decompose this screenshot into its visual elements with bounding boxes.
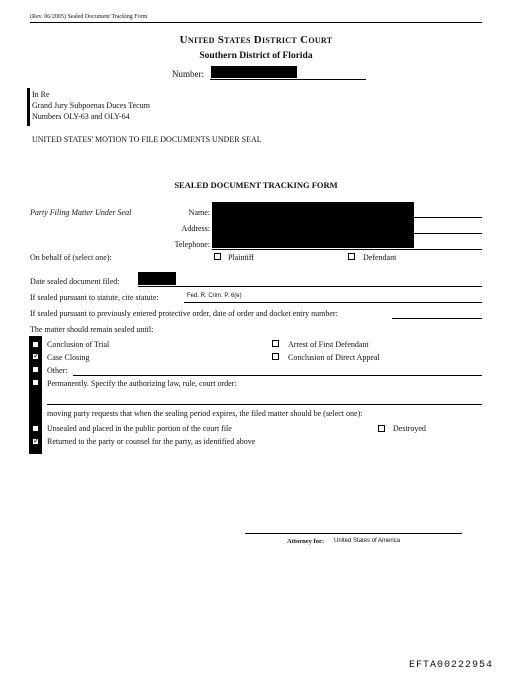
party-heading: Party Filing Matter Under Seal bbox=[30, 208, 132, 217]
arrest-label: Arrest of First Defendant bbox=[288, 340, 369, 349]
redaction-case-number bbox=[211, 66, 297, 78]
caption-line-3: Numbers OLY-63 and OLY-64 bbox=[32, 112, 130, 121]
returned-label: Returned to the party or counsel for the party, as identified above bbox=[47, 437, 256, 446]
signature-line[interactable] bbox=[245, 533, 462, 534]
caption-line-2: Grand Jury Subpoenas Duces Tecum bbox=[32, 101, 150, 110]
unsealed-checkbox[interactable] bbox=[32, 425, 39, 432]
number-label: Number: bbox=[172, 69, 204, 79]
caption-bar bbox=[27, 88, 30, 126]
statute-field[interactable] bbox=[184, 302, 482, 303]
redaction-date-filed bbox=[138, 272, 176, 285]
permanently-label: Permanently. Specify the authorizing law, rule, court order: bbox=[47, 379, 237, 388]
permanently-checkbox[interactable] bbox=[32, 379, 39, 386]
court-title: United States District Court bbox=[179, 34, 333, 46]
expiry-label: moving party requests that when the sealing period expires, the filed matter should be (select one): bbox=[47, 409, 363, 418]
plaintiff-label: Plaintiff bbox=[228, 253, 255, 262]
form-revision: (Rev. 06/2005) Sealed Document Tracking Form bbox=[30, 14, 148, 20]
on-behalf-label: On behalf of (select one): bbox=[30, 253, 112, 262]
plaintiff-checkbox[interactable] bbox=[214, 253, 221, 260]
date-filed-label: Date sealed document filed: bbox=[30, 277, 120, 286]
case-closing-label: Case Closing bbox=[47, 353, 90, 362]
other-label: Other: bbox=[47, 366, 68, 375]
protective-order-label: If sealed pursuant to previously entered protective order, date of order and docket entry number: bbox=[30, 309, 338, 318]
caption-line-1: In Re bbox=[32, 90, 50, 99]
unsealed-label: Unsealed and placed in the public portion of the court file bbox=[47, 424, 232, 433]
destroyed-checkbox[interactable] bbox=[378, 425, 385, 432]
attorney-label: Attorney for: bbox=[287, 538, 324, 545]
destroyed-label: Destroyed bbox=[393, 424, 426, 433]
conclusion-trial-checkbox[interactable] bbox=[32, 341, 39, 348]
arrest-checkbox[interactable] bbox=[272, 340, 279, 347]
returned-checkbox[interactable] bbox=[32, 438, 39, 445]
form-title: SEALED DOCUMENT TRACKING FORM bbox=[174, 180, 338, 190]
appeal-label: Conclusion of Direct Appeal bbox=[288, 353, 380, 362]
protective-order-field[interactable] bbox=[392, 318, 482, 319]
appeal-checkbox[interactable] bbox=[272, 353, 279, 360]
case-number-field[interactable] bbox=[210, 79, 366, 80]
document-id: EFTA00222954 bbox=[409, 660, 494, 671]
attorney-value: United States of America bbox=[334, 538, 401, 544]
redaction-party-info bbox=[212, 202, 414, 248]
telephone-field[interactable] bbox=[212, 249, 482, 250]
date-filed-field[interactable] bbox=[138, 286, 482, 287]
statute-value: Fed. R. Crim. P. 6(e) bbox=[187, 293, 242, 299]
remain-sealed-label: The matter should remain sealed until: bbox=[30, 325, 154, 334]
header-rule bbox=[30, 22, 482, 23]
other-field[interactable] bbox=[73, 375, 482, 376]
district-name: Southern District of Florida bbox=[199, 51, 313, 61]
defendant-checkbox[interactable] bbox=[348, 253, 355, 260]
case-closing-checkbox[interactable] bbox=[32, 353, 39, 360]
defendant-label: Defendant bbox=[363, 253, 397, 262]
statute-label: If sealed pursuant to statute, cite statute: bbox=[30, 293, 159, 302]
conclusion-trial-label: Conclusion of Trial bbox=[47, 340, 110, 349]
name-label: Name: bbox=[188, 208, 210, 217]
motion-title: UNITED STATES' MOTION TO FILE DOCUMENTS UNDER SEAL bbox=[32, 135, 262, 144]
telephone-label: Telephone: bbox=[174, 240, 210, 249]
address-label: Address: bbox=[181, 224, 210, 233]
authorizing-law-field[interactable] bbox=[47, 404, 482, 405]
other-checkbox[interactable] bbox=[32, 366, 39, 373]
